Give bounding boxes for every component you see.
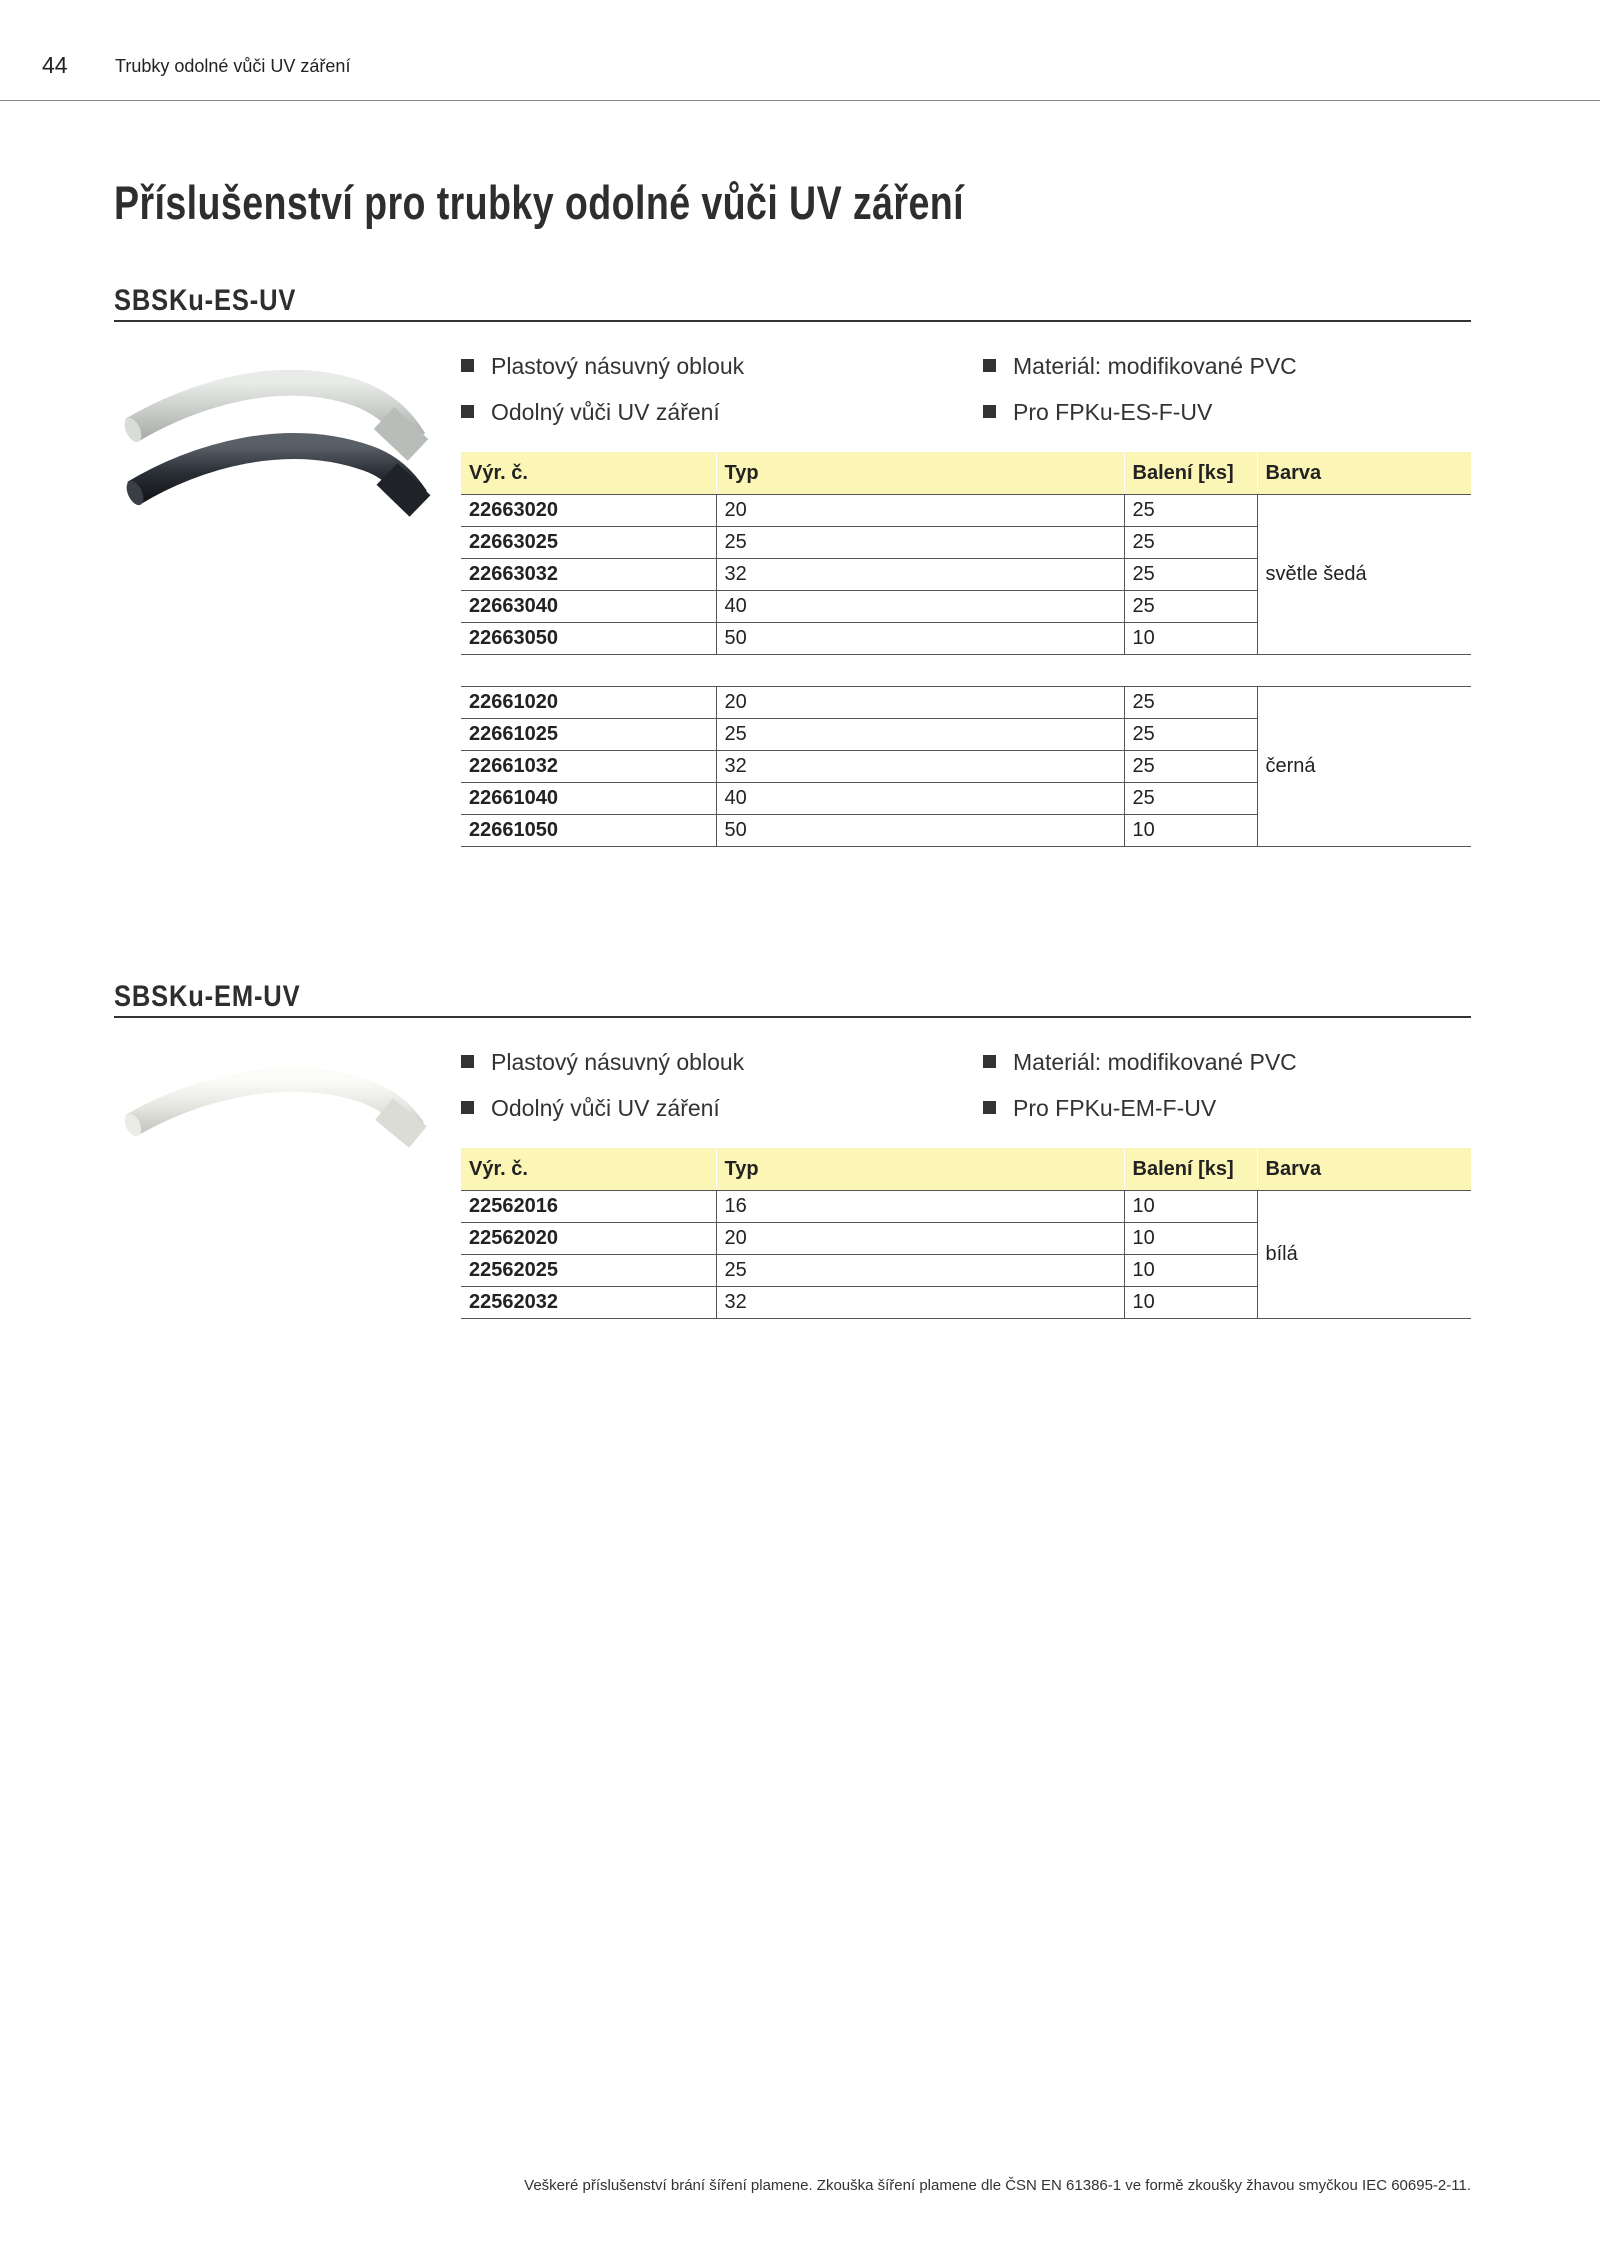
color-cell: světle šedá <box>1257 495 1471 655</box>
feature-item: Pro FPKu-ES-F-UV <box>983 399 1212 426</box>
product-code: 22562016 <box>461 1191 716 1223</box>
pack-cell: 25 <box>1124 719 1257 751</box>
type-cell: 20 <box>716 495 1124 527</box>
elbow-white-image <box>122 1065 442 1155</box>
spec-table-es <box>461 452 1471 847</box>
table-header-row <box>461 1148 1471 1191</box>
product-code: 22663020 <box>461 495 716 527</box>
type-cell: 20 <box>716 687 1124 719</box>
bullet-square-icon <box>983 1101 996 1114</box>
product-code: 22661050 <box>461 815 716 847</box>
pack-cell: 25 <box>1124 495 1257 527</box>
bullet-square-icon <box>983 359 996 372</box>
pack-cell: 10 <box>1124 1287 1257 1319</box>
pack-cell: 10 <box>1124 1191 1257 1223</box>
column-header: Výr. č. <box>461 452 716 495</box>
product-code: 22663040 <box>461 591 716 623</box>
product-code: 22562020 <box>461 1223 716 1255</box>
footnote: Veškeré příslušenství brání šíření plamene. Zkouška šíření plamene dle ČSN EN 61386-1 ve formě zkoušky žhavou smyčkou IEC 60695-2-11. <box>524 2177 1471 2194</box>
color-cell: bílá <box>1257 1191 1471 1319</box>
product-code: 22663050 <box>461 623 716 655</box>
column-header: Balení [ks] <box>1124 1148 1257 1191</box>
type-cell: 40 <box>716 783 1124 815</box>
pack-cell: 25 <box>1124 591 1257 623</box>
product-code: 22661040 <box>461 783 716 815</box>
bullet-square-icon <box>461 359 474 372</box>
feature-item: Plastový násuvný oblouk <box>461 353 744 380</box>
type-cell: 25 <box>716 1255 1124 1287</box>
table-row <box>461 1191 1471 1223</box>
pack-cell: 10 <box>1124 1223 1257 1255</box>
pack-cell: 10 <box>1124 815 1257 847</box>
product-code: 22562025 <box>461 1255 716 1287</box>
bullet-square-icon <box>461 1055 474 1068</box>
pack-cell: 25 <box>1124 559 1257 591</box>
product-code: 22661020 <box>461 687 716 719</box>
type-cell: 32 <box>716 559 1124 591</box>
color-cell: černá <box>1257 687 1471 847</box>
bullet-square-icon <box>983 405 996 418</box>
spec-table-em <box>461 1148 1471 1319</box>
feature-item: Odolný vůči UV záření <box>461 399 720 426</box>
feature-item: Odolný vůči UV záření <box>461 1095 720 1122</box>
pack-cell: 25 <box>1124 527 1257 559</box>
type-cell: 16 <box>716 1191 1124 1223</box>
bullet-square-icon <box>461 1101 474 1114</box>
column-header: Výr. č. <box>461 1148 716 1191</box>
pack-cell: 25 <box>1124 751 1257 783</box>
type-cell: 32 <box>716 751 1124 783</box>
elbow-grey-black-image <box>122 370 442 525</box>
table-row <box>461 495 1471 527</box>
column-header: Typ <box>716 1148 1124 1191</box>
product-code: 22663025 <box>461 527 716 559</box>
type-cell: 50 <box>716 815 1124 847</box>
bullet-square-icon <box>461 405 474 418</box>
table-spacer-row <box>461 655 1471 687</box>
page-title: Příslušenství pro trubky odolné vůči UV záření <box>114 176 964 229</box>
type-cell: 20 <box>716 1223 1124 1255</box>
pack-cell: 10 <box>1124 1255 1257 1287</box>
pack-cell: 10 <box>1124 623 1257 655</box>
product-code: 22562032 <box>461 1287 716 1319</box>
page-header <box>0 0 1600 101</box>
product-code: 22661032 <box>461 751 716 783</box>
feature-item: Materiál: modifikované PVC <box>983 1049 1297 1076</box>
column-header: Balení [ks] <box>1124 452 1257 495</box>
product-code: 22661025 <box>461 719 716 751</box>
column-header: Barva <box>1257 452 1471 495</box>
table-header-row <box>461 452 1471 495</box>
type-cell: 40 <box>716 591 1124 623</box>
section-title-es: SBSKu-ES-UV <box>114 284 1471 322</box>
page-number: 44 <box>42 52 68 78</box>
bullet-square-icon <box>983 1055 996 1068</box>
feature-item: Pro FPKu-EM-F-UV <box>983 1095 1216 1122</box>
type-cell: 32 <box>716 1287 1124 1319</box>
pack-cell: 25 <box>1124 687 1257 719</box>
product-code: 22663032 <box>461 559 716 591</box>
column-header: Barva <box>1257 1148 1471 1191</box>
feature-item: Materiál: modifikované PVC <box>983 353 1297 380</box>
feature-item: Plastový násuvný oblouk <box>461 1049 744 1076</box>
type-cell: 50 <box>716 623 1124 655</box>
section-title-em: SBSKu-EM-UV <box>114 980 1471 1018</box>
pack-cell: 25 <box>1124 783 1257 815</box>
type-cell: 25 <box>716 527 1124 559</box>
running-title: Trubky odolné vůči UV záření <box>115 56 351 76</box>
type-cell: 25 <box>716 719 1124 751</box>
column-header: Typ <box>716 452 1124 495</box>
table-row <box>461 687 1471 719</box>
